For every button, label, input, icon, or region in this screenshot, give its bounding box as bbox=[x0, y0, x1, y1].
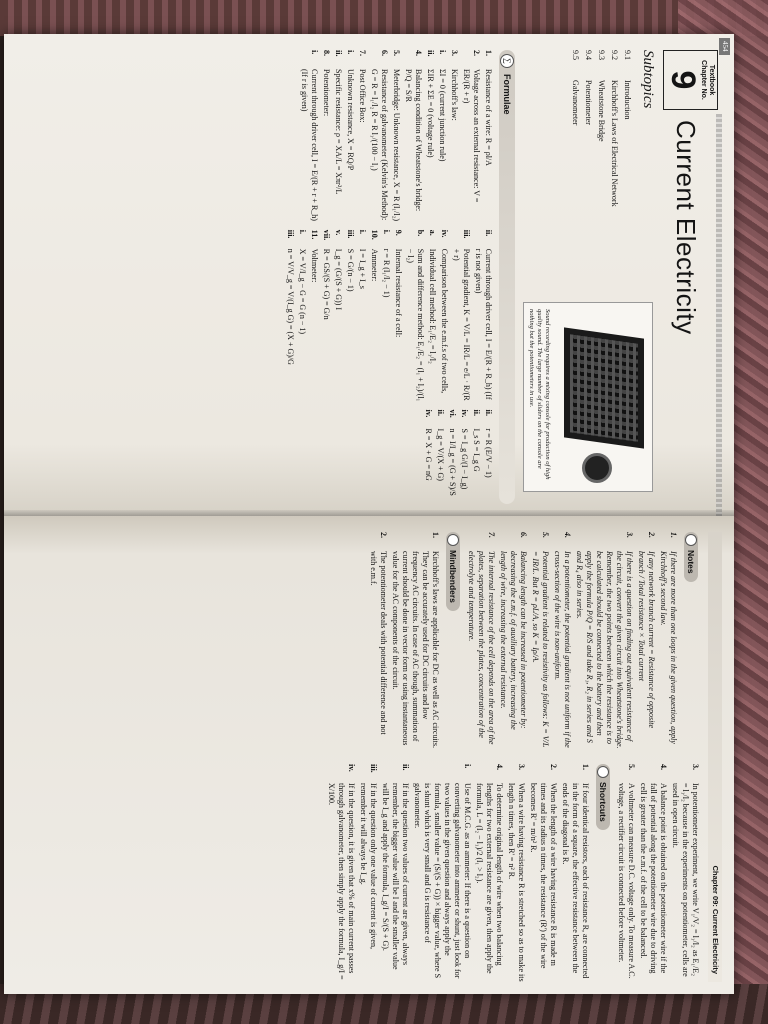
formula-item-text: ΣI = 0 (current junction rule) bbox=[437, 69, 447, 162]
formula-item bbox=[425, 50, 435, 222]
note-item-text: The internal resistance of the cell depends on the area of the plates, separation between the plates, concentration of the electrolyte and temperature. bbox=[467, 551, 496, 745]
formula-item-number: i. bbox=[309, 50, 319, 55]
formula-item-text: n = I/I_g = (G + S)/S bbox=[447, 428, 457, 496]
shortcut-item-text: If in the question, it is given that x% of main current passes through galvanometer, then simply apply the formula, I_g/I = X/100. bbox=[327, 783, 356, 980]
formula-item-text: Individual cell method: E₁/E₂ = l₁/l₂ bbox=[427, 248, 437, 364]
mindbender-item-text: Kirchhoff's laws are applicable for DC as well as AC circuits. They can be accurately used for DC circuits and low frequency AC circuits. In case of AC though, summation of current should be done in vector form or using instantaneous value for the AC components of the circuit. bbox=[391, 551, 440, 749]
formula-item-text: R = X + G = nG bbox=[423, 428, 433, 481]
note-item-text: In potentiometer experiment, we write V₁/V₂ = l₁/l₂ as E₁/E₂ = l₁/l₂ because in the experiments on potentiometer, cells are used in open circuit. bbox=[671, 783, 700, 977]
note-item bbox=[466, 532, 496, 750]
note-item bbox=[636, 532, 656, 750]
formula-item bbox=[309, 230, 319, 402]
formula-item-text: Current through driver cell, I = E/(R + r + R_h) (If r is given) bbox=[299, 69, 319, 221]
formula-item bbox=[447, 410, 457, 504]
formula-item bbox=[405, 230, 425, 402]
formula-item-number: 10. bbox=[369, 229, 379, 240]
note-item-number: 6. bbox=[519, 532, 528, 538]
book-spread-rotated bbox=[4, 34, 734, 994]
running-header: Chapter 09: Current Electricity bbox=[708, 532, 722, 982]
note-item-number: 3. bbox=[625, 532, 634, 538]
formula-item-text: Resistance of a wire: R = ρl/A bbox=[483, 69, 493, 166]
shortcut-item-number: 3. bbox=[517, 764, 526, 770]
formula-item-number: 11. bbox=[309, 229, 319, 240]
mindbenders-header bbox=[446, 532, 460, 611]
formula-item-number: iv. bbox=[459, 409, 469, 418]
formula-item bbox=[299, 50, 319, 222]
mindbender-item bbox=[368, 532, 388, 750]
note-item bbox=[670, 764, 700, 982]
formula-item-text: X = V/I_g − G = G (n − 1) bbox=[297, 248, 307, 334]
formulae-column-3 bbox=[283, 410, 495, 504]
note-item-text: A balance point is obtained on the potentiometer wire if the fall of potential along the potentiometer wire due to driving cell is greater than the e.m.f. of the cell to be balanced. bbox=[639, 783, 668, 974]
shortcut-item bbox=[560, 764, 590, 982]
note-item bbox=[530, 532, 550, 750]
formula-item bbox=[461, 50, 481, 222]
shortcuts-list bbox=[326, 764, 590, 982]
formula-item-number: ii. bbox=[483, 229, 493, 237]
formula-item-text: I_s S = I_g G bbox=[471, 428, 481, 472]
formula-item bbox=[449, 50, 459, 222]
formulae-column-2 bbox=[283, 230, 495, 402]
formula-item bbox=[381, 230, 391, 402]
right-column-1 bbox=[324, 532, 702, 750]
formula-item-number: iv. bbox=[423, 409, 433, 418]
formula-item-number: 4. bbox=[413, 50, 423, 56]
shortcut-item bbox=[358, 764, 378, 982]
formula-item-text: R = GS/(S + G) = G/n bbox=[321, 248, 331, 320]
page-number: 454 bbox=[719, 38, 730, 55]
formula-item-number: i. bbox=[357, 229, 367, 234]
formula-item-text: r = R (E/V − 1) bbox=[483, 428, 493, 478]
mindbenders-icon bbox=[447, 534, 459, 546]
formula-item-number: i. bbox=[437, 50, 447, 55]
note-item-number: 4. bbox=[563, 532, 572, 538]
formula-item-number: iii. bbox=[461, 229, 471, 239]
formula-item-number: 2. bbox=[471, 50, 481, 56]
shortcut-item-text: If in the question only one value of current is given, remember it will always be I_g. bbox=[359, 783, 378, 949]
formula-item-text: Ammeter: bbox=[369, 248, 379, 282]
shortcut-item-text: If in the question two values of current are given, always remember, the bigger value will be I and the smaller value will be I_g and apply the formula, I_g/I = S/(S + G). bbox=[381, 783, 410, 970]
formula-item bbox=[297, 230, 307, 402]
formula-item-number: ii. bbox=[425, 50, 435, 57]
formula-item-number: i. bbox=[297, 229, 307, 234]
formula-item-text: Potential gradient, K = V/L = IR/L = e/L · R/(R + r) bbox=[451, 248, 471, 401]
note-item-text: Balancing length can be increased in potentiometer by: decreasing the e.m.f. of auxiliary battery, increasing the length of wire, increasing the external resistance. bbox=[499, 551, 528, 730]
shortcut-item-number: i. bbox=[463, 764, 472, 769]
note-item-number: 5. bbox=[627, 764, 636, 770]
formula-item-text: Specific resistance: ρ = XA/L = Xπr²/L bbox=[333, 69, 343, 195]
subtopics-heading: Subtopics bbox=[639, 50, 656, 109]
formula-item bbox=[321, 230, 331, 402]
formula-item-text: Post Office Box: bbox=[357, 69, 367, 123]
chapter-number: 9 bbox=[663, 70, 702, 90]
note-item-number: 1. bbox=[669, 532, 678, 538]
formulae-column-1 bbox=[283, 50, 495, 222]
formula-item-number: vii. bbox=[321, 229, 331, 241]
formula-item bbox=[483, 50, 493, 222]
formula-item-number: vi. bbox=[447, 409, 457, 418]
shortcut-item-number: ii. bbox=[401, 764, 410, 771]
note-item bbox=[638, 764, 668, 982]
formula-item bbox=[369, 230, 379, 402]
formula-item-number: 1. bbox=[483, 50, 493, 56]
formula-item-text: Voltmeter: bbox=[309, 248, 319, 283]
formula-item bbox=[285, 230, 295, 402]
formula-item bbox=[333, 230, 343, 402]
shortcuts-header bbox=[596, 764, 610, 830]
note-item-number: 5. bbox=[541, 532, 550, 538]
mindbender-item-number: 2. bbox=[379, 532, 388, 538]
formula-item bbox=[345, 230, 355, 402]
shortcut-item bbox=[326, 764, 356, 982]
shortcut-item-text: When the length of a wire having resistance R is made m times and its radius n times, the resistance (R') of the wire becomes R' = m/n² R. bbox=[529, 783, 558, 969]
formula-item-text: Comparison between the e.m.f.s of two cells, bbox=[439, 248, 449, 394]
right-page bbox=[4, 516, 734, 994]
shortcut-item bbox=[528, 764, 558, 982]
shortcut-item bbox=[412, 764, 472, 982]
formula-item-text: I_g = V/(X + G) bbox=[435, 428, 445, 481]
formula-item-text: S = G/(n − 1) bbox=[345, 248, 355, 292]
formula-item-number: i. bbox=[381, 229, 391, 234]
mindbender-item-number: 1. bbox=[431, 532, 440, 538]
subtopic-item: 9.2 Kirchhoff's Laws of Electrical Network bbox=[609, 50, 619, 207]
mindbender-item-text: The potentiometer deals with potential difference and not with e.m.f. bbox=[369, 551, 388, 735]
formula-item-number: i. bbox=[345, 50, 355, 55]
formula-item bbox=[483, 410, 493, 504]
formula-item bbox=[357, 230, 367, 402]
formula-item bbox=[459, 410, 469, 504]
formula-item-number: iii. bbox=[345, 229, 355, 239]
formula-item-number: 3. bbox=[449, 50, 459, 56]
shortcut-item bbox=[506, 764, 526, 982]
formula-item bbox=[321, 50, 331, 222]
formula-item-number: ii. bbox=[471, 409, 481, 416]
formula-item bbox=[391, 50, 401, 222]
formula-item-text: Unknown resistance, X = RQ/P bbox=[345, 69, 355, 171]
note-item-number: 3. bbox=[691, 764, 700, 770]
formula-item-number: 6. bbox=[379, 50, 389, 56]
formula-item-text: Current through driver cell, I = E/(R + R_h) (If r is not given) bbox=[473, 248, 493, 400]
chapter-label: Textbook Chapter No. bbox=[700, 60, 715, 100]
notes-continued-list bbox=[616, 764, 700, 982]
formula-item bbox=[369, 50, 389, 222]
notes-list bbox=[466, 532, 678, 750]
right-page-columns bbox=[324, 532, 702, 982]
shortcut-item-number: iii. bbox=[369, 764, 378, 773]
formulae-label: Formulae bbox=[502, 74, 513, 115]
chapter-number-box bbox=[663, 50, 718, 110]
subtopics-list bbox=[523, 50, 659, 290]
shortcut-item-number: 2. bbox=[549, 764, 558, 770]
formula-item bbox=[451, 230, 471, 402]
notes-icon bbox=[685, 534, 697, 546]
formula-item bbox=[439, 230, 449, 402]
shortcut-item-number: 4. bbox=[495, 764, 504, 770]
formula-item bbox=[403, 50, 423, 222]
formula-item-text: I_g = (G/(S + G)) I bbox=[333, 248, 343, 310]
formula-item-text: Voltage across an external resistance: V = ER/(R + r) bbox=[461, 69, 481, 203]
subtopic-item: 9.5 Galvanometer bbox=[570, 50, 580, 126]
formula-item-text: Kirchhoff's law: bbox=[449, 69, 459, 121]
formula-item bbox=[473, 230, 493, 402]
chapter-title: Current Electricity bbox=[671, 120, 701, 335]
note-item-text: If there is a question on finding out equivalent resistance of the circuit, convert the given circuit into Wheatstone's bridge. Remember, the two points between which the resistance is to be calculated should be connected to the battery and then apply the formula P/Q = R/S and take R₁, R₂ in series and S and R₄ also in series. bbox=[575, 551, 634, 749]
formula-item-number: iv. bbox=[439, 229, 449, 238]
subtopics-section bbox=[523, 50, 659, 504]
formula-item bbox=[471, 410, 481, 504]
formula-item-number: iii. bbox=[285, 229, 295, 239]
subtopic-item: 9.4 Potentiometer bbox=[583, 50, 593, 125]
notes-label: Notes bbox=[686, 550, 697, 574]
formulae-header bbox=[499, 50, 515, 504]
shortcut-item-number: 1. bbox=[581, 764, 590, 770]
potentiometer-image bbox=[582, 453, 612, 483]
mindbenders-label: Mindbenders bbox=[448, 550, 459, 603]
shortcut-item-text: To determine original length of wire when two balancing lengths for two external resistance are given, then apply the formula, L = (l₂ − l₁)/2 (l₁ > l₂). bbox=[475, 783, 504, 974]
shortcut-item bbox=[380, 764, 410, 982]
formula-item-text: Internal resistance of a cell: bbox=[393, 248, 403, 338]
formula-item bbox=[393, 230, 403, 402]
shortcut-item-text: If four identical resistors, each of resistance R, are connected in the form of a square, the effective resistance between the ends of the diagonal is R. bbox=[561, 783, 590, 979]
formula-item-text: ΣIR + ΣE = 0 (voltage rule) bbox=[425, 69, 435, 158]
shortcuts-label: Shortcuts bbox=[598, 782, 609, 822]
note-item-number: 7. bbox=[487, 532, 496, 538]
formula-item-number: ii. bbox=[333, 50, 343, 57]
formula-item-text: I = I_g + I_s bbox=[357, 248, 367, 289]
open-textbook bbox=[4, 34, 734, 994]
formula-item-number: v. bbox=[333, 229, 343, 236]
notes-header bbox=[684, 532, 698, 582]
formula-item-number: ii. bbox=[483, 409, 493, 416]
formula-item bbox=[435, 410, 445, 504]
formula-item-number: 8. bbox=[321, 50, 331, 56]
formula-item-number: ii. bbox=[435, 409, 445, 416]
decorative-band bbox=[716, 114, 722, 516]
background-cloth-top bbox=[0, 0, 768, 36]
note-item-text: Potential gradient is related to resistivity as follows: K = V/L = IR/L. But R = ρL/A, so K = Iρ/A. bbox=[531, 551, 550, 748]
formula-item-text: Resistance of galvanometer (Kelvin's Method): G = R = l₁/l₂ R = R l₁/(100 − l₁) bbox=[369, 69, 389, 221]
formula-icon: ∑ bbox=[500, 54, 514, 68]
shortcut-item-number: iv. bbox=[347, 764, 356, 772]
formula-item-text: Potentiometer: bbox=[321, 69, 331, 117]
left-page bbox=[4, 34, 734, 516]
mixing-console-figure bbox=[523, 302, 653, 492]
note-item-number: 2. bbox=[647, 532, 656, 538]
formula-item bbox=[423, 410, 433, 504]
formula-item-text: n = V/V_g = V/(I_g G) = (X + G)/G bbox=[285, 248, 295, 365]
note-item bbox=[552, 532, 572, 750]
note-item-text: A voltmeter can measure D.C. voltage only. To measure A.C. voltage, a rectifier circuit is connected before voltmeter. bbox=[617, 783, 636, 979]
note-item bbox=[658, 532, 678, 750]
formula-item-number: 9. bbox=[393, 229, 403, 236]
formula-item bbox=[333, 50, 343, 222]
formulae-columns bbox=[283, 50, 495, 504]
formula-item-number: 7. bbox=[357, 50, 367, 56]
mindbender-item bbox=[390, 532, 440, 750]
note-item-text: If any network branch current = Resistance of opposite branch / Total resistance × Total current bbox=[637, 551, 656, 729]
formula-item-text: r = R (l₁/l₂ − 1) bbox=[381, 248, 391, 298]
mixing-console-image bbox=[564, 327, 644, 448]
formula-item-text: S = I_g G/(I − I_g) bbox=[459, 428, 469, 490]
shortcut-item bbox=[474, 764, 504, 982]
formula-item-number: 5. bbox=[391, 50, 401, 56]
note-item-text: If there are more than one loops in the given question, apply Kirchhoff's second law. bbox=[659, 551, 678, 744]
formula-item bbox=[345, 50, 355, 222]
formula-item-text: Meterbridge: Unknown resistance, X = R (l₁/l₂) bbox=[391, 69, 401, 222]
formula-item-number: b. bbox=[415, 229, 425, 237]
note-item bbox=[498, 532, 528, 750]
mindbenders-list bbox=[368, 532, 440, 750]
formula-item bbox=[357, 50, 367, 222]
note-item bbox=[616, 764, 636, 982]
right-column-2 bbox=[324, 764, 702, 982]
chapter-header bbox=[663, 50, 718, 504]
subtopic-item: 9.1 Introduction bbox=[622, 50, 632, 120]
note-item-text: In a potentiometer, the potential gradient is not uniform if the cross-section of the wire is non-uniform. bbox=[553, 551, 572, 748]
formula-item-text: Sum and difference method: E₁/E₂ = (l₁ + l₂)/(l₁ − l₂) bbox=[405, 248, 425, 402]
figure-caption: Sound recording requires a mixing console for production of high quality sound. The large number of sliders on the console are nothing but the potentiometers in use. bbox=[528, 309, 552, 480]
formula-item bbox=[437, 50, 447, 222]
shortcuts-icon bbox=[597, 766, 609, 778]
note-item-number: 4. bbox=[659, 764, 668, 770]
subtopic-item: 9.3 Wheatstone Bridge bbox=[596, 50, 606, 142]
formula-item-text: Balancing condition of Wheatstone's bridge: P/Q = S/R bbox=[403, 69, 423, 212]
formula-item-number: a. bbox=[427, 229, 437, 236]
formula-item bbox=[427, 230, 437, 402]
note-item bbox=[574, 532, 634, 750]
shortcut-item-text: Use of M.C.G. as an ammeter: If there is a question on converting galvanometer into ammeter or shunt, just look for two values in the given question and always apply the formula, smaller value = (S/(S + G)) × bigger value, where S is shunt which is very small and G is resistance of galvanometer. bbox=[413, 783, 472, 979]
shortcut-item-text: When a wire having resistance R is stretched so as to make its length n times, then R' = n² R. bbox=[507, 783, 526, 982]
